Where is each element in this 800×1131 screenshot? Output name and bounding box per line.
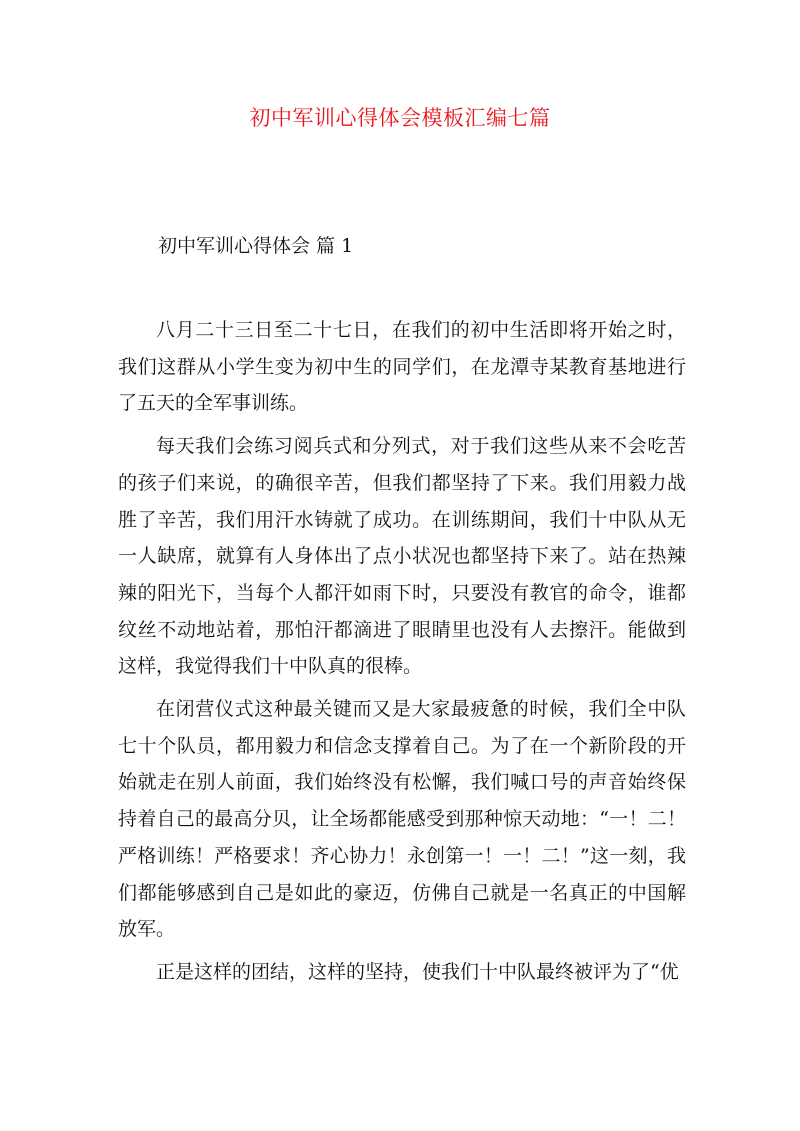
section-heading: 初中军训心得体会 篇 1 [158,235,354,257]
paragraph: 正是这样的团结，这样的坚持，使我们十中队最终被评为了“优 [156,960,679,983]
paragraph: 八月二十三日至二十七日，在我们的初中生活即将开始之时，我们这群从小学生变为初中生的同学们，在龙潭寺某教育基地进行了五天的全军事训练。 [118,319,686,415]
paragraph: 在闭营仪式这种最关键而又是大家最疲惫的时候，我们全中队七十个队员，都用毅力和信念支撑着自己。为了在一个新阶段的开始就走在别人前面，我们始终没有松懈，我们喊口号的声音始终保持着自己的最高分贝，让全场都能感受到那种惊天动地：“一！二！严格训练！严格要求！齐心协力！永创第一！一！二！”这一刻，我们都能够感到自己是如此的豪迈，仿佛自己就是一名真正的中国解放军。 [118,698,686,941]
document-body [118,312,686,991]
document-title: 初中军训心得体会模板汇编七篇 [249,106,551,130]
paragraph: 每天我们会练习阅兵式和分列式，对于我们这些从来不会吃苦的孩子们来说，的确很辛苦，但我们都坚持了下来。我们用毅力战胜了辛苦，我们用汗水铸就了成功。在训练期间，我们十中队从无一人缺席，就算有人身体出了点小状况也都坚持下来了。站在热辣辣的阳光下，当每个人都汗如雨下时，只要没有教官的命令，谁都纹丝不动地站着，那怕汗都滴进了眼睛里也没有人去擦汗。能做到这样，我觉得我们十中队真的很棒。 [118,435,686,678]
